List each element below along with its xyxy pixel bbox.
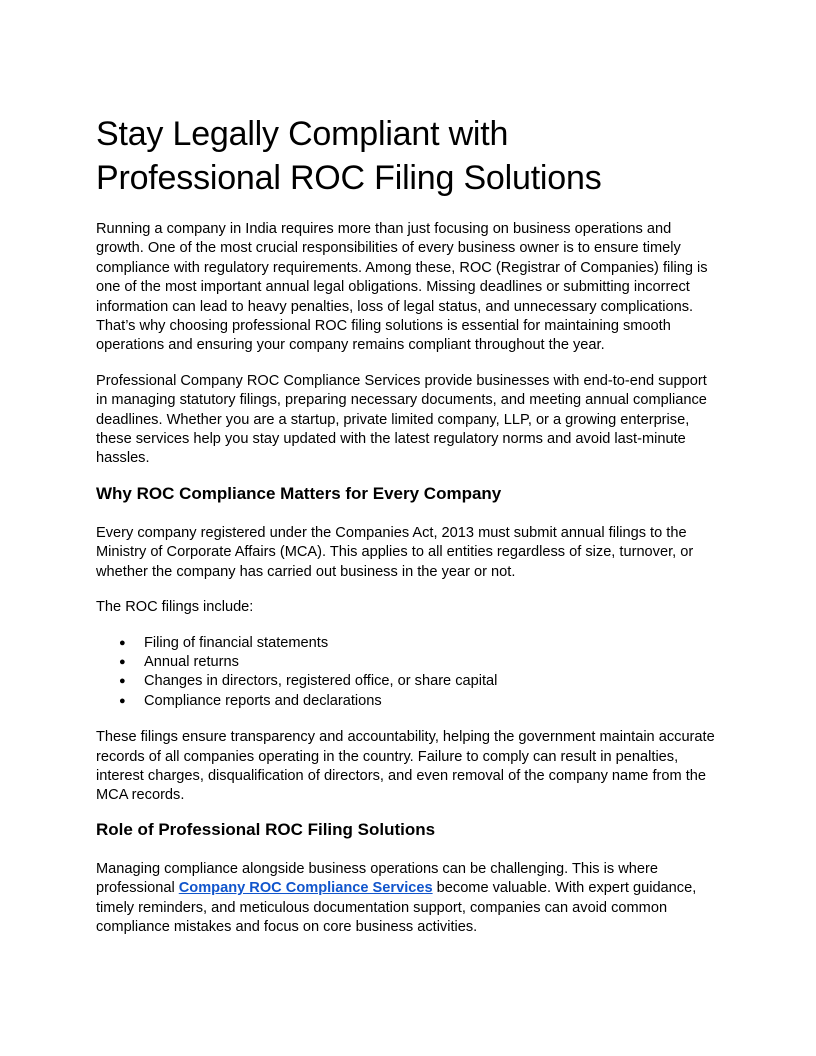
section2-text-after-link: become valuable. With expert guidance, timely reminders, and meticulous documentation support, companies can avoid common compliance mistakes and focus on core business activities. [96,880,697,935]
list-item-text: Annual returns [144,653,239,670]
page-title [96,112,720,200]
bullet-icon: ● [119,655,126,668]
section2-paragraph [96,860,720,938]
company-roc-compliance-link[interactable]: Company ROC Compliance Services [178,880,433,897]
roc-filings-list [96,634,720,712]
bullet-icon: ● [119,636,126,649]
list-item-text: Compliance reports and declarations [144,692,382,709]
list-intro: The ROC filings include: [96,599,254,616]
section1-paragraph-1: Every company registered under the Companies Act, 2013 must submit annual filings to the Ministry of Corporate Affairs (MCA). This applies to all entities regardless of size, turnover, or whether the company has carried out business in the year or not. [96,524,694,580]
list-item-text: Changes in directors, registered office, or share capital [144,673,498,690]
section-heading-role: Role of Professional ROC Filing Solutions [96,819,436,839]
list-item [96,653,720,672]
section-heading-why-roc: Why ROC Compliance Matters for Every Company [96,483,502,503]
page-title-line1: Stay Legally Compliant with [96,115,509,153]
bullet-icon: ● [119,675,126,688]
bullet-icon: ● [119,694,126,707]
section1-paragraph-2: These filings ensure transparency and accountability, helping the government maintain accurate records of all companies operating in the country. Failure to comply can result in penalties, interest charges, disqualification of directors, and even removal of the company name from the MCA records. [96,729,715,804]
list-item [96,672,720,691]
list-item [96,634,720,653]
list-item [96,692,720,711]
list-item-text: Filing of financial statements [144,634,329,651]
intro-paragraph-1: Running a company in India requires more than just focusing on business operations and growth. One of the most crucial responsibilities of every business owner is to ensure timely compliance with regulatory requirements. Among these, ROC (Registrar of Companies) filing is one of the most important annual legal obligations. Missing deadlines or submitting incorrect information can lead to heavy penalties, loss of legal status, and unnecessary complications. That’s why choosing professional ROC filing solutions is essential for maintaining smooth operations and ensuring your company remains compliant throughout the year. [96,221,708,354]
section2-text-before-link: Managing compliance alongside business operations can be challenging. This is where professional [96,860,658,897]
intro-paragraph-2: Professional Company ROC Compliance Services provide businesses with end-to-end support in managing statutory filings, preparing necessary documents, and meeting annual compliance deadlines. Whether you are a startup, private limited company, LLP, or a growing enterprise, these services help you stay updated with the latest regulatory norms and avoid last-minute hassles. [96,372,707,467]
page-title-line2: Professional ROC Filing Solutions [96,159,602,197]
